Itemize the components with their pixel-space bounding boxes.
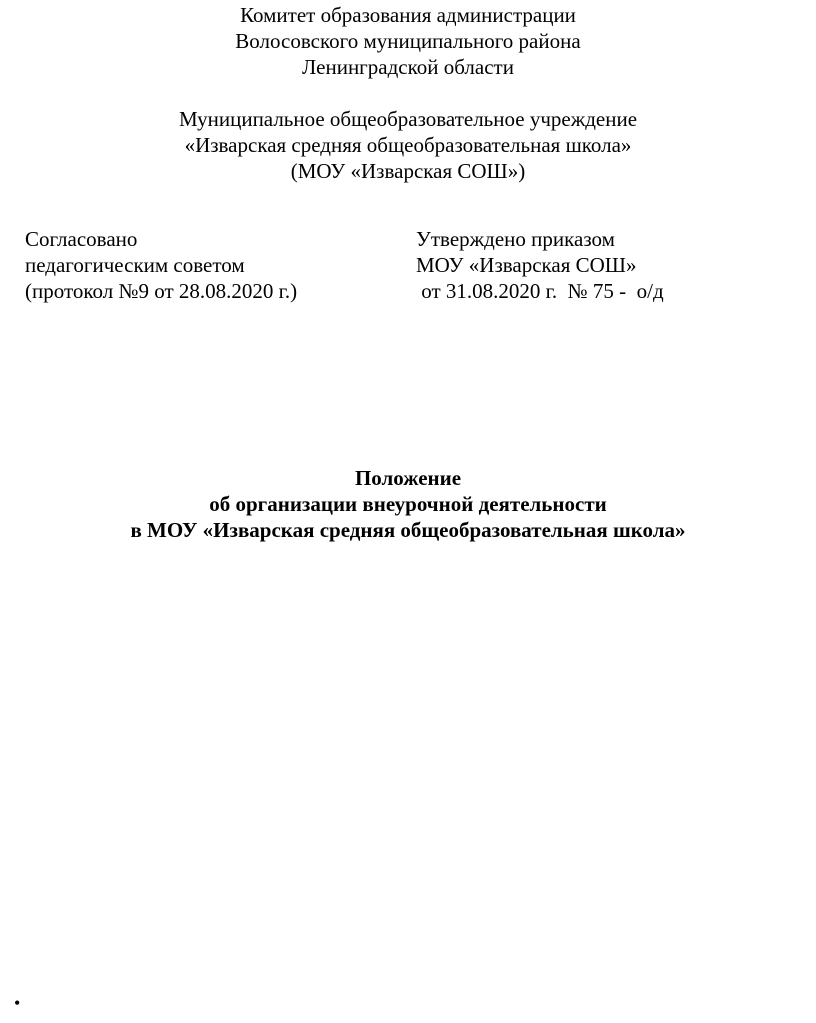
institution-line-1: Муниципальное общеобразовательное учреждение (178, 107, 638, 131)
agreed-label: Согласовано (25, 227, 138, 251)
institution-line-3: (МОУ «Изварская СОШ») (290, 159, 526, 183)
document-title (0, 465, 816, 543)
header-spacer (0, 80, 816, 106)
title-line-1: Положение (354, 466, 462, 490)
approval-agreed-block (25, 226, 297, 304)
committee-line-3: Ленинградской области (302, 55, 514, 79)
document-header (0, 2, 816, 184)
committee-line-2: Волосовского муниципального района (235, 29, 581, 53)
agreed-protocol: (протокол №9 от 28.08.2020 г.) (25, 279, 298, 303)
committee-line-1: Комитет образования администрации (240, 3, 576, 27)
title-line-3: в МОУ «Изварская средняя общеобразовательная школа» (130, 518, 686, 542)
approved-order: от 31.08.2020 г. № 75 - о/д (416, 279, 664, 303)
approval-approved-block (416, 226, 664, 304)
approved-body: МОУ «Изварская СОШ» (416, 253, 637, 277)
bullet-point: • (14, 993, 21, 1013)
title-line-2: об организации внеурочной деятельности (209, 492, 607, 516)
agreed-body: педагогическим советом (25, 253, 245, 277)
approved-label: Утверждено приказом (416, 227, 615, 251)
institution-line-2: «Изварская средняя общеобразовательная школа» (184, 133, 632, 157)
